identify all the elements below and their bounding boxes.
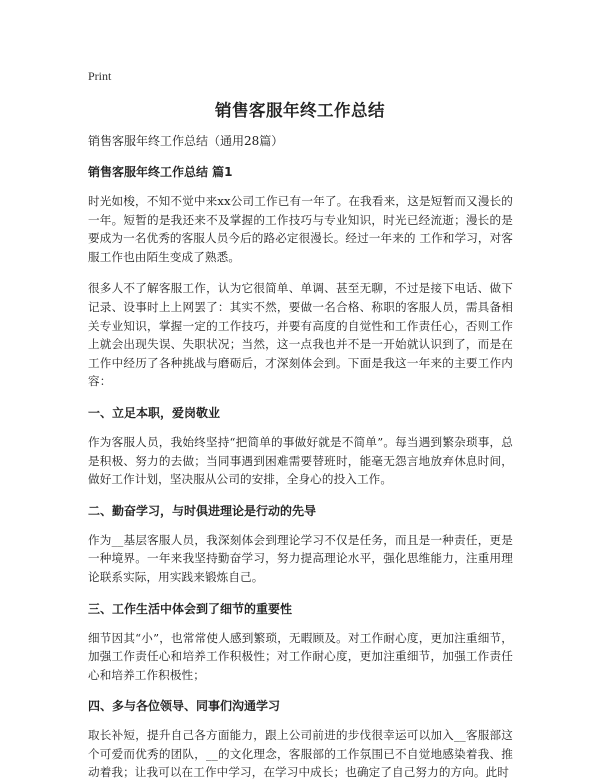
document-body (88, 132, 513, 782)
print-link[interactable]: Print (88, 69, 112, 83)
section-heading-3: 三、工作生活中体会到了细节的重要性 (88, 601, 293, 616)
article-heading: 销售客服年终工作总结 篇1 (88, 165, 233, 179)
paragraph-intro-2: 很多人不了解客服工作，认为它很简单、单调、甚至无聊，不过是接下电话、做下记录、设事时上上网罢了：其实不然，要做一名合格、称职的客服人员，需具备相关专业知识，掌握一定的工作技巧，并要有高度的自觉性和工作责任心，否则工作上就会出现失误、失职状况；当然，这一点我也并不是一开始就认识到了，而是在工作中经历了各种挑战与磨砺后，才深刻体会到。下面是我这一年来的主要工作内容： (88, 281, 513, 389)
section-text-4: 取长补短，提升自己各方面能力，跟上公司前进的步伐很幸运可以加入__客服部这个可爱而优秀的团队，__的文化理念，客服部的工作氛围已不自觉地感染着我、推动着我；让我可以在工作中学习，在学习中成长；也确定了自己努力的方向。此时 (88, 728, 513, 780)
section-text-3: 细节因其“小”，也常常使人感到繁琐，无暇顾及。对工作耐心度，更加注重细节，加强工作责任心和培养工作积极性；对工作耐心度，更加注重细节，加强工作责任心和培养工作积极性； (88, 630, 513, 682)
section-heading-2: 二、勤奋学习，与时俱进理论是行动的先导 (88, 503, 317, 518)
section-heading-4: 四、多与各位领导、同事们沟通学习 (88, 699, 281, 714)
section-text-1: 作为客服人员，我始终坚持“把简单的事做好就是不简单”。每当遇到繁杂琐事，总是积极、努力的去做；当同事遇到困难需要替班时，能毫无怨言地放弃休息时间，做好工作计划，坚决服从公司的安排，全身心的投入工作。 (88, 434, 513, 487)
section-heading-1: 一、立足本职，爱岗敬业 (88, 405, 221, 420)
paragraph-intro-1: 时光如梭，不知不觉中来xx公司工作已有一年了。在我看来，这是短暂而又漫长的一年。短暂的是我还来不及掌握的工作技巧与专业知识，时光已经流逝；漫长的是要成为一名优秀的客服人员今后的路必定很漫长。经过一年来的 工作和学习，对客服工作也由陌生变成了熟悉。 (88, 194, 513, 264)
document-title: 销售客服年终工作总结 (215, 101, 385, 120)
section-text-2: 作为__基层客服人员，我深刻体会到理论学习不仅是任务，而且是一种责任，更是一种境界。一年来我坚持勤奋学习，努力提高理论水平，强化思维能力，注重用理论联系实际，用实践来锻炼自己。 (88, 532, 513, 584)
document-subtitle: 销售客服年终工作总结（通用28篇） (88, 134, 284, 148)
